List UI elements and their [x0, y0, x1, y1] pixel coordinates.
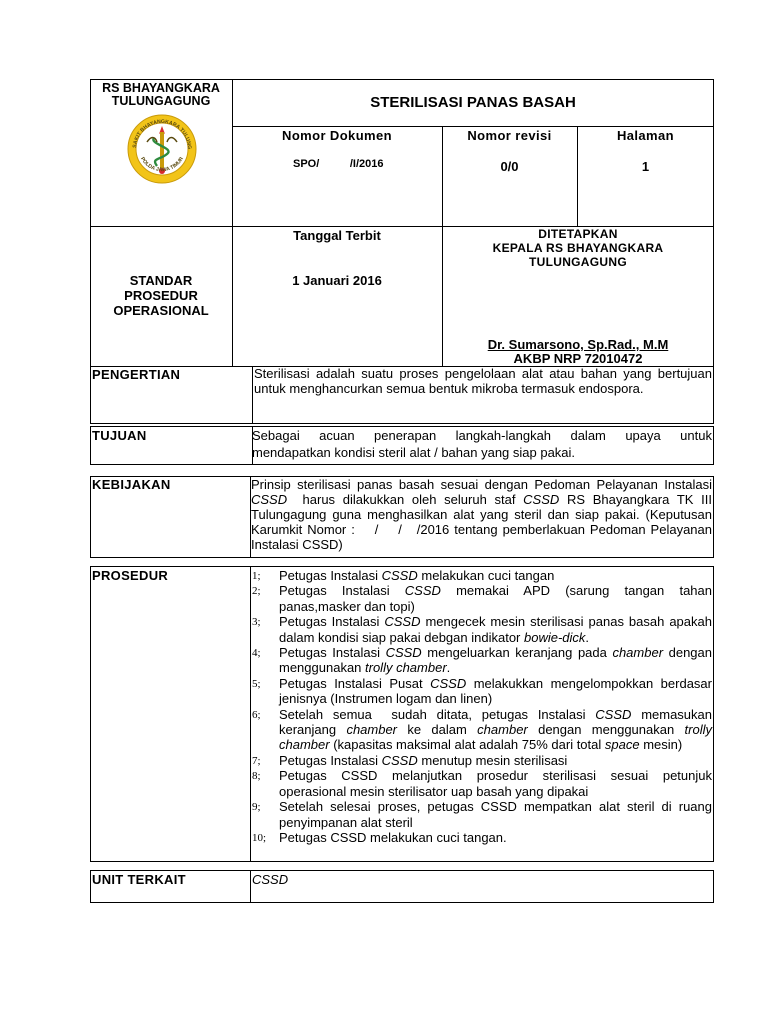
step-number: 7; — [252, 754, 261, 767]
kebijakan-text-part: harus dilakukkan oleh seluruh staf — [287, 492, 524, 507]
sop-label-line3: OPERASIONAL — [113, 303, 209, 318]
step-text-part: space — [604, 737, 640, 753]
step-text-part: Petugas CSSD melakukan cuci tangan. — [279, 829, 507, 845]
step-number: 6; — [252, 708, 261, 721]
step-number: 9; — [252, 801, 261, 814]
prosedur-step — [252, 706, 716, 753]
step-number: 8; — [252, 770, 261, 783]
step-number: 2; — [252, 585, 261, 598]
step-number: 1; — [252, 570, 261, 582]
step-text-part: . — [446, 660, 451, 676]
prosedur-step — [252, 645, 716, 676]
step-text-part: ke dalam — [397, 722, 478, 738]
step-text-part: Petugas Instalasi Pusat — [279, 675, 431, 691]
ditetapkan-line1: DITETAPKAN — [538, 227, 618, 241]
step-text-part: mesin) — [639, 737, 683, 753]
halaman-value: 1 — [641, 159, 650, 174]
sop-label-line2: PROSEDUR — [124, 288, 198, 303]
kebijakan-text-part: RS Bhayangkara TK III Tulungagung guna menghasilkan alat yang steril dan siap pakai. (Keputusan Karumkit Nomor : / / /2016 tentang pemberlakuan Pedoman Pelayanan Instalasi CSSD) — [251, 492, 716, 552]
signer-name: Dr. Sumarsono, Sp.Rad., M.M — [487, 337, 669, 352]
step-text-part: Setelah semua sudah ditata, petugas Instalasi — [279, 706, 596, 722]
ditetapkan-line3: TULUNGAGUNG — [529, 255, 627, 269]
step-number: 10; — [252, 831, 267, 844]
hospital-name-line1: RS BHAYANGKARA — [102, 81, 220, 95]
step-text-part: CSSD — [595, 706, 632, 722]
tanggal-terbit-value: 1 Januari 2016 — [292, 273, 382, 288]
step-text-part: CSSD — [385, 645, 422, 661]
pengertian-label: PENGERTIAN — [92, 367, 181, 382]
logo-emblem-icon — [127, 114, 197, 184]
step-text-part: Petugas Instalasi — [279, 568, 382, 583]
step-text-part: CSSD — [404, 583, 441, 599]
tanggal-terbit-label: Tanggal Terbit — [293, 228, 381, 243]
step-number: 5; — [252, 677, 261, 690]
step-text-part: Petugas Instalasi — [279, 583, 405, 599]
step-text-part: Setelah selesai proses, petugas CSSD mempatkan alat steril di ruang penyimpanan alat steril — [279, 799, 716, 830]
nomor-revisi-value: 0/0 — [500, 159, 519, 174]
step-text-part: Petugas Instalasi — [279, 752, 382, 768]
nomor-dokumen-label: Nomor Dokumen — [282, 128, 392, 143]
step-text-part: bowie-dick — [524, 629, 586, 645]
step-text-part: CSSD — [384, 614, 421, 630]
document-title: STERILISASI PANAS BASAH — [370, 94, 576, 111]
kebijakan-label: KEBIJAKAN — [92, 477, 171, 492]
step-text-part: chamber — [612, 645, 664, 661]
nomor-dokumen-value: SPO/ /I/2016 — [293, 158, 384, 170]
step-text-part: menutup mesin sterilisasi — [417, 752, 568, 768]
hospital-name-line2: TULUNGAGUNG — [111, 94, 211, 108]
step-text-part: memasukan keranjang — [279, 706, 716, 738]
prosedur-list — [252, 568, 716, 845]
step-text-part: mengeluarkan keranjang pada — [421, 645, 613, 661]
step-text-part: mengecek mesin sterilisasi panas basah apakah dalam kondisi siap pakai debgan indikator — [279, 614, 716, 645]
hospital-logo — [127, 114, 197, 184]
logo-ring-top: SAKIT BHAYANGKARA TULUNG — [131, 118, 193, 150]
step-text-part: CSSD — [430, 675, 467, 691]
step-text-part: memakai APD (sarung tangan tahan panas,masker dan topi) — [279, 583, 716, 614]
prosedur-label: PROSEDUR — [92, 568, 169, 583]
prosedur-step — [252, 753, 712, 768]
step-text-part: Petugas Instalasi — [279, 614, 385, 630]
title-divider — [232, 126, 714, 127]
step-text-part: Petugas Instalasi — [279, 645, 386, 661]
prosedur-step — [252, 768, 716, 799]
step-text-part: melakukkan mengelompokkan berdasar jenisnya (Instrumen logam dan linen) — [279, 675, 716, 707]
signer-rank: AKBP NRP 72010472 — [513, 351, 643, 366]
step-text-part: dengan menggunakan — [279, 645, 716, 676]
step-text-part: dengan menggunakan — [527, 722, 685, 738]
step-text-part: chamber — [346, 722, 398, 738]
step-text-part: trolly chamber — [365, 660, 447, 676]
step-text-part: CSSD — [381, 752, 418, 768]
ditetapkan-line2: KEPALA RS BHAYANGKARA — [492, 241, 664, 255]
unit-terkait-value — [252, 872, 288, 887]
kebijakan-cssd: CSSD — [251, 492, 288, 507]
unit-terkait-label: UNIT TERKAIT — [92, 872, 186, 887]
step-text-part: . — [585, 629, 590, 645]
step-text-part: trolly chamber — [279, 722, 712, 753]
tujuan-label: TUJUAN — [92, 428, 147, 443]
row-divider — [250, 566, 251, 862]
kebijakan-text — [251, 477, 716, 552]
row-divider — [252, 367, 253, 424]
tujuan-line1: Sebagai acuan penerapan langkah-langkah dalam upaya untuk — [252, 428, 712, 443]
row-divider — [250, 870, 251, 903]
kebijakan-cssd: CSSD — [523, 492, 560, 507]
prosedur-step — [252, 799, 716, 830]
prosedur-step — [252, 830, 712, 845]
prosedur-step — [252, 675, 716, 707]
step-text-part: Petugas CSSD melanjutkan prosedur sterilisasi sesuai petunjuk operasional mesin sterilisator uap basah yang dipakai — [279, 768, 716, 799]
pengertian-text: Sterilisasi adalah suatu proses pengelolaan alat atau bahan yang bertujuan untuk menghancurkan semua bentuk mikroba termasuk endospora. — [254, 366, 712, 396]
step-text-part: (kapasitas maksimal alat adalah 75% dari total — [329, 737, 605, 753]
prosedur-step — [252, 583, 716, 614]
step-text-part: CSSD — [381, 568, 418, 583]
logo-ring-bottom: POLDA JAWA TIMUR — [139, 156, 185, 174]
tujuan-line2: mendapatkan kondisi steril alat / bahan yang siap pakai. — [252, 445, 576, 460]
step-number: 4; — [252, 647, 261, 660]
kebijakan-text-part: Prinsip sterilisasi panas basah sesuai dengan Pedoman Pelayanan Instalasi — [251, 477, 712, 492]
prosedur-step — [252, 614, 716, 645]
step-text-part: melakukan cuci tangan — [417, 568, 555, 583]
step-number: 3; — [252, 616, 261, 629]
unit-terkait-text: CSSD — [252, 872, 289, 887]
prosedur-step — [252, 568, 712, 583]
header-divider — [232, 79, 233, 367]
nomor-revisi-label: Nomor revisi — [467, 128, 552, 143]
step-text-part: chamber — [477, 722, 528, 738]
halaman-label: Halaman — [617, 128, 674, 143]
sop-label-line1: STANDAR — [129, 273, 193, 288]
